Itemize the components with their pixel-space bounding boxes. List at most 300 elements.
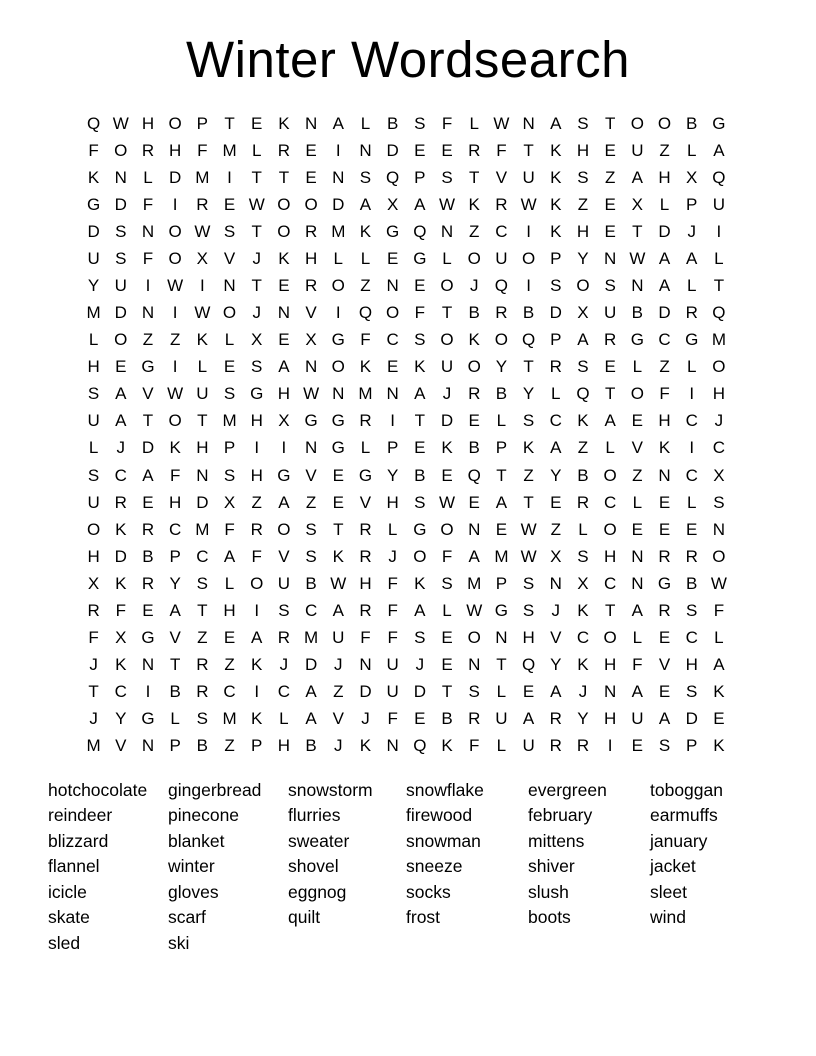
grid-cell: H [359, 573, 372, 593]
grid-cell: O [467, 248, 481, 268]
grid-cell: R [549, 736, 562, 756]
grid-cell: X [251, 330, 263, 350]
grid-cell: L [442, 600, 452, 620]
grid-cell: F [88, 140, 99, 160]
grid-cell: B [686, 113, 698, 133]
grid-cell: L [686, 140, 697, 160]
grid-cell: N [277, 303, 291, 323]
grid-cell: S [223, 384, 236, 404]
grid-cell: W [194, 303, 211, 323]
grid-cell: D [196, 492, 209, 512]
grid-cell: R [658, 600, 671, 620]
grid-cell: N [332, 384, 345, 404]
grid-cell: O [712, 357, 726, 377]
grid-cell: I [199, 276, 205, 295]
grid-cell: E [658, 628, 671, 648]
grid-cell: U [114, 276, 127, 295]
grid-cell: A [414, 194, 426, 214]
grid-cell: T [523, 357, 534, 377]
grid-cell: T [496, 655, 507, 675]
grid-cell: E [604, 357, 616, 377]
grid-cell: M [331, 221, 346, 241]
grid-cell: A [577, 330, 589, 350]
grid-cell: H [250, 411, 263, 431]
grid-cell: H [522, 628, 535, 648]
grid-cell: L [88, 330, 99, 350]
grid-cell: N [359, 140, 372, 160]
grid-cell: T [496, 465, 507, 485]
grid-cell: P [386, 438, 399, 458]
grid-cell: P [169, 736, 181, 756]
grid-cell: Y [169, 573, 181, 593]
grid-cell: L [551, 384, 561, 404]
grid-cell: P [223, 438, 236, 458]
grid-cell: A [713, 140, 725, 160]
grid-cell: I [145, 682, 151, 702]
grid-cell: P [169, 546, 181, 566]
grid-cell: T [523, 140, 534, 160]
grid-cell: S [577, 167, 589, 187]
grid-cell: A [169, 600, 181, 620]
grid-cell: A [631, 600, 644, 620]
grid-cell: J [361, 709, 370, 729]
grid-cell: I [227, 167, 232, 187]
grid-cell: M [195, 519, 210, 539]
word-item: quilt [288, 907, 321, 928]
grid-cell: N [141, 655, 155, 675]
grid-cell: N [549, 573, 562, 593]
grid-cell: A [658, 709, 671, 729]
grid-cell: C [576, 628, 590, 648]
grid-cell: T [278, 167, 290, 187]
grid-cell: L [442, 248, 452, 268]
grid-cell: V [142, 384, 154, 404]
grid-cell: E [441, 140, 453, 160]
grid-cell: Q [521, 330, 536, 350]
grid-cell: Q [413, 221, 427, 241]
grid-cell: P [495, 438, 508, 458]
word-item: pinecone [168, 805, 240, 826]
grid-cell: J [334, 655, 343, 675]
grid-cell: Y [115, 709, 127, 729]
grid-cell: D [658, 303, 671, 323]
grid-cell: X [577, 303, 589, 323]
grid-cell: Z [224, 655, 235, 675]
grid-cell: G [494, 600, 509, 620]
word-item: gingerbread [168, 780, 262, 800]
grid-cell: L [88, 438, 99, 458]
grid-cell: M [195, 167, 210, 187]
grid-cell: C [604, 492, 617, 512]
grid-cell: D [386, 140, 399, 160]
grid-cell: N [468, 655, 481, 675]
grid-cell: P [686, 194, 698, 214]
word-item: skate [48, 907, 90, 928]
grid-cell: O [603, 519, 617, 539]
grid-cell: F [169, 465, 181, 485]
grid-cell: E [414, 140, 426, 160]
grid-cell: E [305, 140, 317, 160]
grid-cell: S [686, 682, 698, 702]
word-item: frost [406, 907, 441, 928]
grid-cell: E [631, 411, 644, 431]
grid-cell: U [332, 628, 345, 648]
grid-cell: L [496, 736, 507, 756]
grid-cell: J [89, 655, 98, 675]
grid-cell: S [522, 411, 535, 431]
grid-cell: Y [577, 248, 589, 268]
grid-cell: R [549, 709, 562, 729]
grid-cell: O [277, 194, 291, 214]
grid-cell: F [251, 546, 262, 566]
grid-cell: O [440, 330, 454, 350]
grid-cell: R [359, 600, 372, 620]
grid-cell: W [439, 492, 456, 512]
grid-cell: N [141, 303, 155, 323]
grid-cell: W [466, 600, 483, 620]
grid-cell: K [577, 600, 589, 620]
grid-cell: U [522, 736, 535, 756]
grid-cell: L [469, 113, 479, 133]
grid-cell: R [658, 546, 671, 566]
grid-cell: E [441, 465, 453, 485]
grid-cell: D [685, 709, 698, 729]
grid-cell: I [145, 276, 151, 295]
wordsearch-grid [80, 110, 733, 760]
grid-cell: V [658, 655, 671, 675]
grid-cell: A [550, 438, 562, 458]
grid-cell: L [360, 438, 371, 458]
word-item: firewood [406, 805, 473, 826]
grid-cell: M [304, 628, 319, 648]
grid-cell: O [494, 330, 509, 350]
grid-cell: Z [550, 519, 561, 539]
grid-cell: R [468, 709, 481, 729]
grid-cell: Q [712, 303, 726, 323]
grid-cell: R [277, 140, 291, 160]
grid-cell: L [686, 357, 697, 377]
grid-cell: W [520, 546, 537, 566]
grid-cell: M [222, 140, 237, 160]
grid-cell: H [277, 736, 291, 756]
grid-cell: D [658, 221, 671, 241]
grid-cell: X [631, 194, 644, 214]
grid-cell: Z [305, 492, 317, 512]
grid-cell: Q [494, 276, 509, 295]
grid-cell: S [115, 221, 127, 241]
word-list-column [48, 778, 168, 956]
grid-cell: L [496, 411, 507, 431]
grid-cell: E [142, 492, 154, 512]
grid-cell: A [278, 357, 290, 377]
grid-cell: E [278, 330, 290, 350]
grid-cell: R [196, 682, 209, 702]
word-list-column [288, 778, 406, 931]
grid-cell: H [658, 411, 671, 431]
grid-cell: C [114, 465, 127, 485]
word-item: sleet [650, 881, 687, 902]
grid-cell: Q [86, 113, 101, 133]
grid-cell: G [358, 465, 373, 485]
grid-cell: E [414, 709, 426, 729]
grid-cell: F [142, 248, 154, 268]
grid-cell: E [550, 492, 562, 512]
grid-cell: T [88, 682, 99, 702]
grid-cell: D [114, 546, 127, 566]
word-item: flannel [48, 856, 100, 877]
grid-cell: M [711, 330, 726, 350]
word-item: socks [406, 881, 451, 902]
grid-cell: E [332, 465, 344, 485]
grid-cell: H [576, 221, 590, 241]
word-list [48, 778, 768, 956]
word-item: reindeer [48, 805, 113, 826]
grid-cell: K [278, 113, 290, 133]
grid-cell: E [332, 492, 344, 512]
grid-cell: E [223, 628, 236, 648]
grid-cell: H [169, 140, 182, 160]
word-item: slush [528, 881, 569, 902]
grid-cell: R [576, 492, 590, 512]
grid-cell: Y [550, 465, 562, 485]
grid-cell: M [494, 546, 509, 566]
grid-cell: K [359, 357, 372, 377]
grid-cell: Y [550, 655, 562, 675]
grid-cell: F [142, 194, 154, 214]
grid-cell: F [88, 628, 99, 648]
grid-cell: A [115, 384, 127, 404]
grid-cell: H [604, 709, 617, 729]
grid-cell: O [277, 221, 291, 241]
grid-cell: A [332, 600, 344, 620]
grid-cell: U [440, 357, 454, 377]
grid-cell: J [89, 709, 98, 729]
grid-cell: E [604, 221, 616, 241]
grid-cell: J [415, 655, 425, 675]
grid-cell: B [142, 546, 154, 566]
grid-cell: W [629, 248, 646, 268]
grid-cell: O [331, 357, 345, 377]
grid-cell: L [714, 248, 724, 268]
grid-cell: A [142, 465, 154, 485]
grid-cell: E [468, 411, 480, 431]
grid-cell: O [630, 384, 644, 404]
grid-cell: A [115, 411, 127, 431]
grid-cell: B [495, 384, 508, 404]
grid-cell: N [631, 276, 644, 295]
grid-cell: W [167, 276, 184, 295]
grid-cell: O [114, 140, 128, 160]
grid-cell: D [87, 221, 100, 241]
grid-cell: E [386, 357, 399, 377]
grid-cell: L [251, 140, 262, 160]
grid-cell: Y [87, 276, 100, 295]
word-item: icicle [48, 881, 87, 902]
grid-cell: O [86, 519, 101, 539]
grid-cell: H [604, 655, 617, 675]
grid-cell: W [520, 519, 537, 539]
grid-cell: T [197, 411, 208, 431]
grid-cell: S [577, 357, 589, 377]
grid-cell: I [689, 384, 695, 404]
grid-cell: E [658, 519, 671, 539]
grid-cell: Q [521, 655, 536, 675]
grid-cell: D [114, 194, 127, 214]
grid-cell: L [279, 709, 289, 729]
grid-cell: P [251, 736, 263, 756]
grid-cell: C [658, 330, 671, 350]
grid-cell: S [223, 221, 236, 241]
grid-cell: H [250, 465, 263, 485]
grid-cell: A [522, 709, 535, 729]
grid-cell: L [387, 519, 398, 539]
word-item: january [650, 830, 708, 851]
grid-cell: Q [386, 167, 400, 187]
grid-cell: N [604, 248, 617, 268]
grid-cell: E [686, 519, 698, 539]
grid-cell: P [686, 736, 698, 756]
grid-cell: J [388, 546, 397, 566]
grid-cell: O [630, 113, 644, 133]
grid-cell: B [686, 573, 698, 593]
grid-cell: Z [333, 682, 344, 702]
grid-cell: H [685, 655, 698, 675]
grid-cell: G [141, 357, 155, 377]
grid-cell: O [440, 519, 454, 539]
grid-cell: A [278, 492, 290, 512]
grid-cell: R [141, 573, 155, 593]
grid-cell: B [414, 465, 426, 485]
grid-cell: G [712, 113, 726, 133]
grid-cell: S [278, 600, 290, 620]
grid-cell: O [168, 221, 182, 241]
grid-cell: L [496, 682, 507, 702]
grid-cell: R [277, 628, 291, 648]
grid-cell: O [168, 113, 182, 133]
grid-cell: I [172, 357, 178, 377]
grid-cell: K [713, 736, 725, 756]
grid-cell: A [686, 248, 698, 268]
grid-cell: B [196, 736, 209, 756]
grid-cell: N [332, 167, 345, 187]
grid-cell: S [196, 573, 209, 593]
grid-cell: X [278, 411, 290, 431]
grid-cell: A [631, 682, 644, 702]
word-item: jacket [650, 856, 696, 877]
grid-cell: G [630, 330, 644, 350]
grid-cell: L [578, 519, 588, 539]
grid-cell: T [414, 411, 426, 431]
grid-cell: N [386, 276, 399, 295]
grid-cell: A [658, 248, 671, 268]
grid-cell: S [359, 167, 372, 187]
grid-cell: H [169, 492, 182, 512]
grid-cell: C [495, 221, 508, 241]
grid-cell: T [197, 600, 208, 620]
grid-cell: L [605, 438, 615, 458]
grid-cell: I [335, 303, 341, 323]
grid-cell: X [115, 628, 127, 648]
grid-cell: J [714, 411, 724, 431]
grid-cell: K [251, 709, 263, 729]
word-item: sled [48, 932, 81, 953]
grid-cell: M [467, 573, 482, 593]
grid-cell: E [251, 113, 263, 133]
grid-cell: A [495, 492, 508, 512]
grid-cell: G [304, 411, 318, 431]
grid-cell: E [414, 276, 426, 295]
grid-cell: E [278, 276, 290, 295]
grid-cell: J [442, 384, 452, 404]
grid-cell: O [603, 628, 617, 648]
grid-cell: A [550, 682, 562, 702]
grid-cell: J [252, 248, 261, 268]
grid-cell: W [248, 194, 265, 214]
word-item: blanket [168, 830, 225, 851]
word-item: winter [168, 856, 215, 877]
grid-cell: O [440, 276, 454, 295]
grid-cell: O [222, 303, 237, 323]
grid-cell: K [115, 573, 127, 593]
grid-cell: E [441, 628, 453, 648]
grid-cell: Z [659, 357, 670, 377]
page-title: Winter Wordsearch [185, 31, 631, 88]
grid-cell: H [604, 546, 617, 566]
grid-cell: V [550, 628, 562, 648]
grid-cell: T [604, 600, 616, 620]
grid-cell: N [223, 276, 236, 295]
grid-cell: K [196, 330, 209, 350]
grid-cell: C [685, 411, 698, 431]
grid-cell: H [196, 438, 209, 458]
grid-cell: O [576, 276, 590, 295]
grid-cell: C [277, 682, 291, 702]
grid-cell: T [604, 113, 616, 133]
grid-cell: L [632, 628, 643, 648]
grid-cell: X [87, 573, 100, 593]
grid-cell: N [304, 357, 318, 377]
grid-cell: S [686, 600, 698, 620]
word-item: wind [650, 907, 686, 928]
grid-cell: S [305, 519, 317, 539]
grid-cell: T [604, 384, 616, 404]
grid-cell: O [331, 276, 345, 295]
grid-cell: R [359, 519, 372, 539]
grid-cell: A [414, 384, 426, 404]
grid-cell: K [414, 573, 426, 593]
grid-cell: V [332, 709, 344, 729]
grid-cell: I [526, 221, 531, 241]
grid-cell: V [278, 546, 290, 566]
grid-cell: B [386, 113, 399, 133]
grid-cell: X [305, 330, 317, 350]
grid-cell: R [576, 736, 590, 756]
grid-cell: Z [360, 276, 371, 295]
grid-cell: E [223, 194, 236, 214]
word-list-column [650, 778, 768, 931]
grid-cell: S [87, 384, 100, 404]
grid-cell: H [386, 492, 399, 512]
grid-cell: L [333, 248, 344, 268]
grid-cell: H [87, 546, 100, 566]
grid-cell: Z [169, 330, 181, 350]
grid-cell: L [197, 357, 208, 377]
grid-cell: S [441, 573, 453, 593]
grid-cell: A [305, 682, 317, 702]
grid-cell: D [114, 303, 127, 323]
grid-cell: G [141, 628, 155, 648]
grid-cell: V [631, 438, 644, 458]
